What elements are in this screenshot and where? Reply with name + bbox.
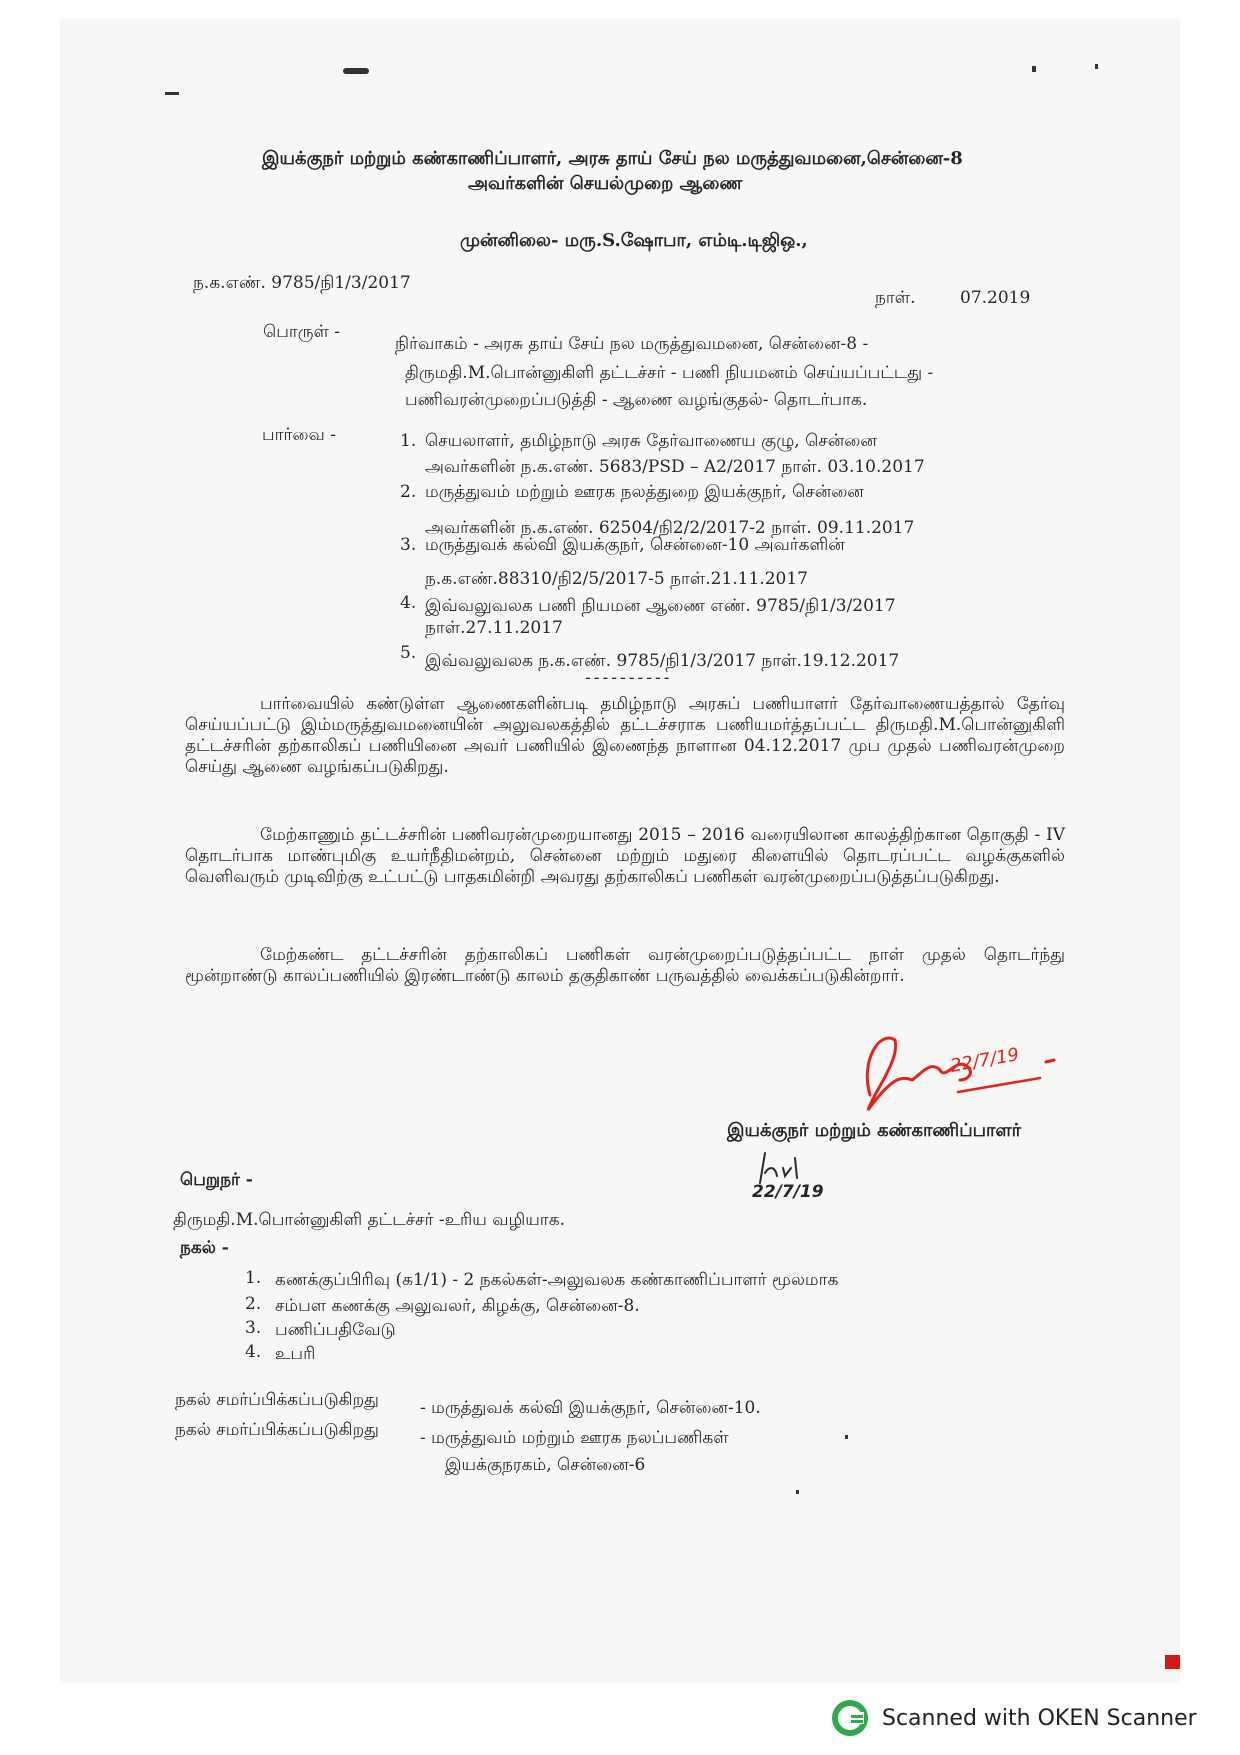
- copy-item-number: 1.: [245, 1268, 262, 1288]
- subject-line: திருமதி.M.பொன்னுகிளி தட்டச்சர் - பணி நியமனம் செய்யப்பட்டது -: [405, 363, 934, 383]
- submitted-value-continued: இயக்குநரகம், சென்னை-6: [445, 1455, 646, 1475]
- scan-speck: [1095, 64, 1098, 69]
- scan-speck: [845, 1435, 848, 1439]
- copies-label: நகல் -: [180, 1238, 229, 1258]
- subject-label: பொருள் -: [263, 322, 341, 342]
- copy-item-number: 4.: [245, 1342, 262, 1362]
- presence-line: முன்னிலை- மரு.S.ஷோபா, எம்டி.டிஜிஒ.,: [460, 230, 808, 251]
- initial-date: 22/7/19: [752, 1182, 824, 1202]
- separator-dashes: ----------: [585, 668, 673, 688]
- body-paragraph: பார்வையில் கண்டுள்ள ஆணைகளின்படி தமிழ்நாடு அரசுப் பணியாளர் தேர்வாணையத்தால் தேர்வு செய்யப்பட்டு இம்மருத்துவமனையின் அலுவலகத்தில் தட்டச்சராக பணியமர்த்தப்பட்ட திருமதி.M.பொன்னுகிளி தட்டச்சரின் தற்காலிகப் பணியினை அவர் பணியில் இணைந்த நாளான 04.12.2017 முப முதல் பணிவரன்முறை செய்து ஆணை வழங்கப்படுகிறது.: [185, 694, 1065, 777]
- signature-date: 22/7/19: [948, 1044, 1021, 1077]
- submitted-label: நகல் சமர்ப்பிக்கப்படுகிறது: [175, 1390, 379, 1410]
- reference-item-number: 2.: [400, 482, 417, 502]
- director-signature: [840, 1020, 1060, 1130]
- signatory-title: இயக்குநர் மற்றும் கண்காணிப்பாளர்: [727, 1120, 1022, 1141]
- copy-item-number: 2.: [245, 1294, 262, 1314]
- recipient-value: திருமதி.M.பொன்னுகிளி தட்டச்சர் -உரிய வழியாக.: [173, 1210, 565, 1230]
- body-paragraph: மேற்காணும் தட்டச்சரின் பணிவரன்முறையானது 2015 – 2016 வரையிலான காலத்திற்கான தொகுதி - IV தொடர்பாக மாண்புமிகு உயர்நீதிமன்றம், சென்னை மற்றும் மதுரை கிளையில் தொடரப்பட்ட வழக்குகளில் வெளிவரும் முடிவிற்கு உட்பட்டு பாதகமின்றி அவரது தற்காலிகப் பணிகள் வரன்முறைப்படுத்தப்படுகிறது.: [185, 825, 1065, 887]
- reference-item-line: மருத்துவம் மற்றும் ஊரக நலத்துறை இயக்குநர், சென்னை: [425, 482, 864, 502]
- scanner-footer: [830, 1698, 1197, 1738]
- oken-scanner-logo-icon: [830, 1698, 870, 1738]
- body-paragraph: மேற்கண்ட தட்டச்சரின் தற்காலிகப் பணிகள் வரன்முறைப்படுத்தப்பட்ட நாள் முதல் தொடர்ந்து மூன்றாண்டு காலப்பணியில் இரண்டாண்டு காலம் தகுதிகாண் பருவத்தில் வைக்கப்படுகின்றார்.: [185, 945, 1065, 986]
- reference-item-number: 3.: [400, 535, 417, 555]
- reference-item-number: 1.: [400, 431, 417, 451]
- reference-item-line: இவ்வலுவலக ந.க.எண். 9785/நி1/3/2017 நாள்.19.12.2017: [425, 651, 900, 671]
- recipient-label: பெறுநர் -: [180, 1170, 253, 1190]
- reference-item-line: அவர்களின் ந.க.எண். 5683/PSD – A2/2017 நாள். 03.10.2017: [425, 457, 925, 477]
- scanner-watermark-text: Scanned with OKEN Scanner: [882, 1705, 1197, 1731]
- references-label: பார்வை -: [262, 425, 336, 445]
- header-line-1: இயக்குநர் மற்றும் கண்காணிப்பாளர், அரசு தாய் சேய் நல மருத்துவமனை,சென்னை-8: [262, 148, 963, 169]
- reference-item-line: மருத்துவக் கல்வி இயக்குநர், சென்னை-10 அவர்களின்: [425, 535, 845, 555]
- subject-line: பணிவரன்முறைப்படுத்தி - ஆணை வழங்குதல்- தொடர்பாக.: [405, 390, 868, 410]
- copy-item: சம்பள கணக்கு அலுவலர், கிழக்கு, சென்னை-8.: [275, 1296, 640, 1316]
- reference-item-line: நாள்.27.11.2017: [425, 618, 563, 638]
- copy-item: பணிப்பதிவேடு: [275, 1320, 396, 1340]
- reference-item-line: இவ்வலுவலக பணி நியமன ஆணை எண். 9785/நி1/3/2017: [425, 596, 896, 616]
- scan-speck: [165, 92, 179, 95]
- submitted-value: - மருத்துவம் மற்றும் ஊரக நலப்பணிகள்: [420, 1428, 729, 1448]
- submitted-label: நகல் சமர்ப்பிக்கப்படுகிறது: [175, 1420, 379, 1440]
- date-label: நாள்.: [875, 288, 916, 308]
- reference-item-number: 4.: [400, 593, 417, 613]
- submitted-value: - மருத்துவக் கல்வி இயக்குநர், சென்னை-10.: [420, 1398, 761, 1418]
- scan-speck: [796, 1490, 799, 1494]
- reference-item-number: 5.: [400, 643, 417, 663]
- header-line-2: அவர்களின் செயல்முறை ஆணை: [468, 173, 743, 194]
- reference-item-line: ந.க.எண்.88310/நி2/5/2017-5 நாள்.21.11.2017: [425, 569, 808, 589]
- red-edge-mark: [1165, 1655, 1180, 1669]
- reference-item-line: அவர்களின் ந.க.எண். 62504/நி2/2/2017-2 நாள். 09.11.2017: [425, 518, 915, 538]
- copy-item: உபரி: [275, 1344, 316, 1364]
- scan-speck: [1032, 66, 1036, 72]
- date-value: 07.2019: [960, 288, 1031, 308]
- subject-line: நிர்வாகம் - அரசு தாய் சேய் நல மருத்துவமனை, சென்னை-8 -: [395, 334, 869, 354]
- reference-item-line: செயலாளர், தமிழ்நாடு அரசு தேர்வாணைய குழு, சென்னை: [425, 431, 877, 451]
- scan-speck: [343, 68, 369, 74]
- copy-item: கணக்குப்பிரிவு (க1/1) - 2 நகல்கள்-அலுவலக கண்காணிப்பாளர் மூலமாக: [275, 1270, 839, 1290]
- reference-number: ந.க.எண். 9785/நி1/3/2017: [193, 273, 411, 293]
- copy-item-number: 3.: [245, 1318, 262, 1338]
